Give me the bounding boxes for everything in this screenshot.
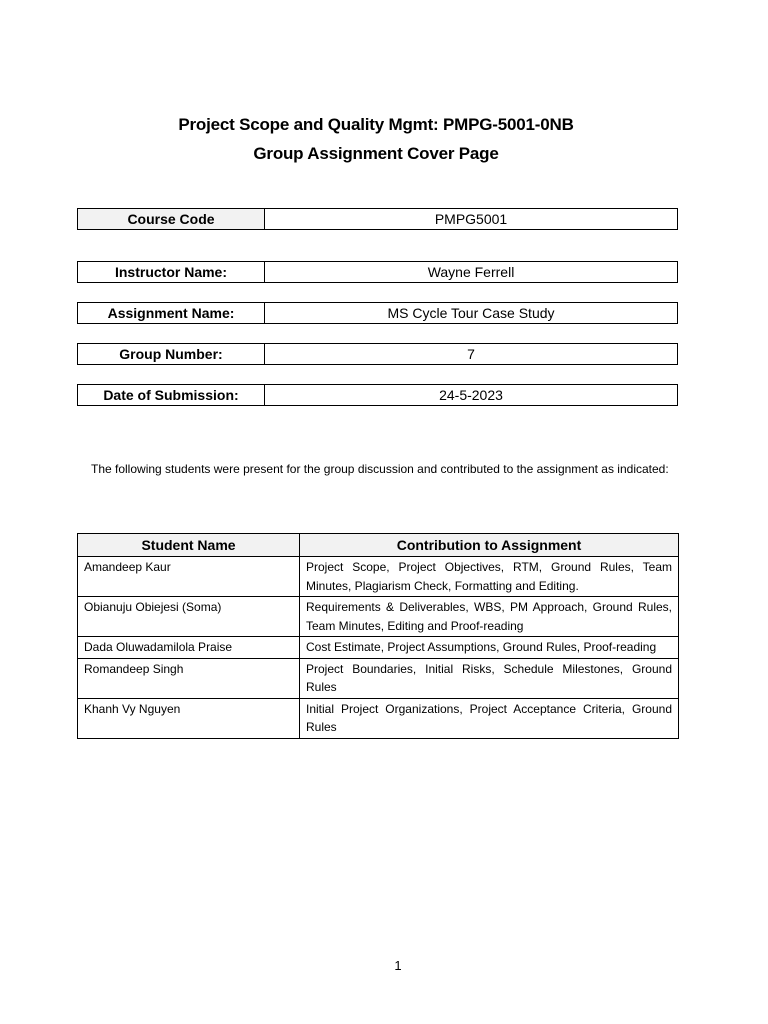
instructor-label: Instructor Name:: [78, 262, 265, 282]
table-row: [78, 698, 679, 738]
instructor-row: [77, 261, 678, 283]
student-contribution: Requirements & Deliverables, WBS, PM Approach, Ground Rules, Team Minutes, Editing and Proof-reading: [300, 597, 679, 637]
table-row: [78, 658, 679, 698]
assignment-row: [77, 302, 678, 324]
student-contribution: Project Boundaries, Initial Risks, Schedule Milestones, Ground Rules: [300, 658, 679, 698]
course-code-label: Course Code: [78, 209, 265, 229]
student-contribution-table: [77, 533, 679, 739]
student-contribution: Project Scope, Project Objectives, RTM, Ground Rules, Team Minutes, Plagiarism Check, Formatting and Editing.: [300, 557, 679, 597]
group-number-row: [77, 343, 678, 365]
student-name-header: Student Name: [78, 534, 300, 557]
instructor-value: Wayne Ferrell: [427, 264, 515, 280]
student-contribution: Initial Project Organizations, Project Acceptance Criteria, Ground Rules: [300, 698, 679, 738]
intro-paragraph: The following students were present for the group discussion and contributed to the assignment as indicated:: [91, 462, 669, 476]
submission-date-value: 24-5-2023: [439, 387, 503, 403]
course-code-row: [77, 208, 678, 230]
student-contribution: Cost Estimate, Project Assumptions, Ground Rules, Proof-reading: [300, 637, 679, 659]
assignment-label: Assignment Name:: [78, 303, 265, 323]
student-name: Amandeep Kaur: [78, 557, 300, 597]
student-name: Obianuju Obiejesi (Soma): [78, 597, 300, 637]
table-row: [78, 597, 679, 637]
group-number-value: 7: [467, 346, 475, 362]
course-code-value: PMPG5001: [434, 211, 508, 227]
submission-date-row: [77, 384, 678, 406]
contribution-header: Contribution to Assignment: [300, 534, 679, 557]
student-name: Dada Oluwadamilola Praise: [78, 637, 300, 659]
student-name: Romandeep Singh: [78, 658, 300, 698]
table-header-row: [78, 534, 679, 557]
assignment-value: MS Cycle Tour Case Study: [387, 305, 555, 321]
submission-date-label: Date of Submission:: [78, 385, 265, 405]
table-row: [78, 557, 679, 597]
group-number-label: Group Number:: [78, 344, 265, 364]
document-subtitle: Group Assignment Cover Page: [253, 144, 499, 163]
page-number: 1: [394, 958, 402, 973]
document-title: Project Scope and Quality Mgmt: PMPG-5001-0NB: [178, 115, 574, 134]
table-row: [78, 637, 679, 659]
student-name: Khanh Vy Nguyen: [78, 698, 300, 738]
